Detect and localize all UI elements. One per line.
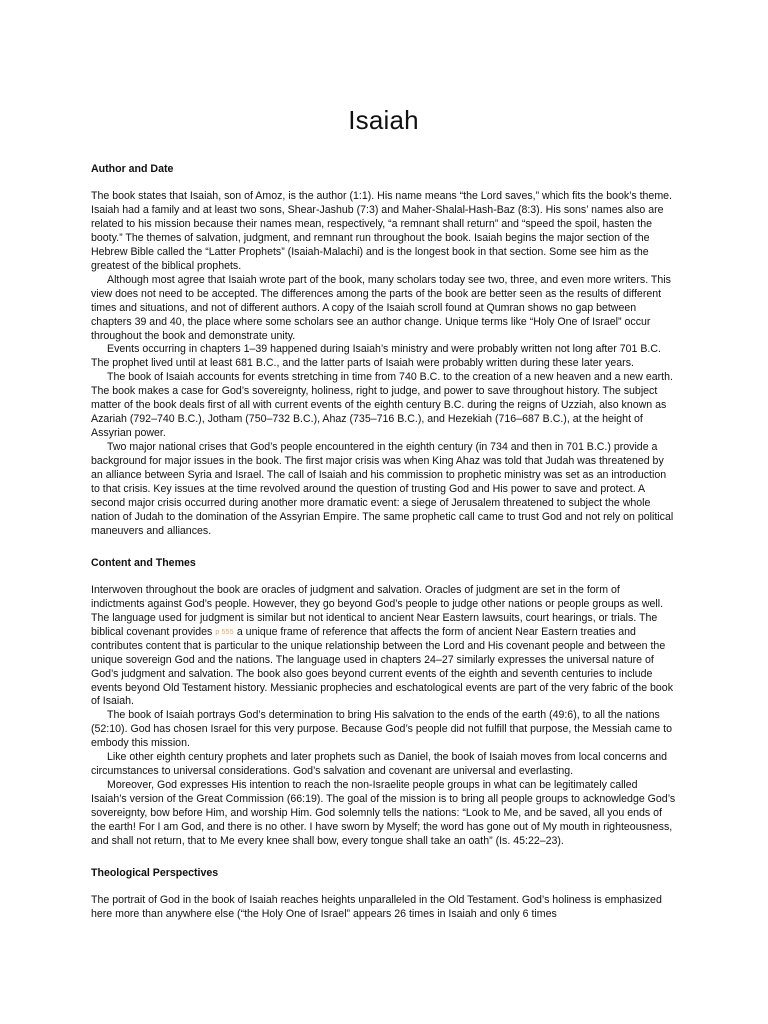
paragraph-text: Interwoven throughout the book are oracles of judgment and salvation. Oracles of judgment are set in the form of indictments against God’s people. However, they go beyond God’s people to judge other nations or people groups as well. The language used for judgment is similar but not identical to ancient Near Eastern lawsuits, court hearings, or trials. The biblical covenant provides bbox=[91, 583, 664, 638]
section-heading: Author and Date bbox=[91, 163, 174, 175]
section-spacer bbox=[91, 539, 676, 556]
section-theological-perspectives bbox=[91, 866, 676, 922]
section-heading: Theological Perspectives bbox=[91, 866, 219, 879]
page-reference-link[interactable]: p 555 bbox=[215, 628, 234, 636]
section-author-and-date bbox=[91, 162, 676, 539]
page-title: Isaiah bbox=[348, 105, 419, 135]
paragraph: The book of Isaiah portrays God’s determination to bring His salvation to the ends of the earth (49:6), to all the nations (52:10). God has chosen Israel for this very purpose. Because God’s people did not fulfill that purpose, the Messiah came to embody this mission. bbox=[91, 709, 673, 750]
paragraph: The portrait of God in the book of Isaiah reaches heights unparalleled in the Old Testament. God’s holiness is emphasized here more than anywhere else (“the Holy One of Israel” appears 26 times in Isaiah and only 6 times bbox=[91, 893, 662, 920]
paragraph: Moreover, God expresses His intention to reach the non-Israelite people groups in what can be legitimately called Isaiah’s version of the Great Commission (66:19). The goal of the mission is to bring all people groups to acknowledge God’s sovereignty, bow before Him, and worship Him. God solemnly tells the nations: “Look to Me, and be saved, all you ends of the earth! For I am God, and there is no other. I have sworn by Myself; the word has gone out of My mouth in righteousness, and shall not return, that to Me every knee shall bow, every tongue shall take an oath” (Is. 45:22–23). bbox=[91, 779, 676, 847]
paragraph bbox=[91, 584, 676, 710]
section-content-and-themes bbox=[91, 556, 676, 849]
paragraph: The book of Isaiah accounts for events stretching in time from 740 B.C. to the creation of a new heaven and a new earth. The book makes a case for God’s sovereignty, holiness, right to judge, and power to save throughout history. The subject matter of the book deals first of all with current events of the eighth century B.C. during the reigns of Uzziah, also known as Azariah (792–740 B.C.), Jotham (750–732 B.C.), Ahaz (735–716 B.C.), and Hezekiah (716–687 B.C.), at the height of Assyrian power. bbox=[91, 371, 673, 440]
paragraph-text: a unique frame of reference that affects the form of ancient Near Eastern treaties and contributes content that is particular to the unique relationship between the Lord and His covenant people and between the unique sovereign God and the nations. The language used in chapters 24–27 similarly expresses the universal nature of God’s judgment and salvation. The book also goes beyond current events of the eighth and seventh centuries to include events beyond Old Testament history. Messianic prophecies and eschatological events are part of the very fabric of the book of Isaiah. bbox=[91, 625, 673, 708]
paragraph: Although most agree that Isaiah wrote part of the book, many scholars today see two, three, and even more writers. This view does not need to be accepted. The differences among the parts of the book are better seen as the results of different times and situations, and not of different authors. A copy of the Isaiah scroll found at Qumran shows no gap between chapters 39 and 40, the place where some scholars see an author change. Unique terms like “Holy One of Israel” occur throughout the book and demonstrate unity. bbox=[91, 273, 671, 342]
paragraph: Two major national crises that God’s people encountered in the eighth century (in 734 and then in 701 B.C.) provide a background for major issues in the book. The first major crisis was when King Ahaz was told that Judah was threatened by an alliance between Syria and Israel. The call of Isaiah and his commission to prophetic ministry was set as an introduction to that crisis. Key issues at the time revolved around the question of trusting God and His power to save and protect. A second major crisis occurred during another more dramatic event: a siege of Jerusalem threatened to subject the whole nation of Judah to the domination of the Assyrian Empire. The same prophetic call came to trust God and not rely on political maneuvers and alliances. bbox=[91, 441, 674, 537]
section-heading: Content and Themes bbox=[91, 556, 196, 569]
document-page bbox=[91, 100, 676, 922]
paragraph: Like other eighth century prophets and later prophets such as Daniel, the book of Isaiah moves from local concerns and circumstances to universal considerations. God’s salvation and covenant are universal and everlasting. bbox=[91, 751, 668, 778]
paragraph: Events occurring in chapters 1–39 happened during Isaiah’s ministry and were probably written not long after 701 B.C. The prophet lived until at least 681 B.C., and the latter parts of Isaiah were probably written during these later years. bbox=[91, 343, 661, 370]
section-spacer bbox=[91, 849, 676, 866]
paragraph: The book states that Isaiah, son of Amoz, is the author (1:1). His name means “the Lord saves,” which fits the book’s theme. Isaiah had a family and at least two sons, Shear-Jashub (7:3) and Maher-Shalal-Hash-Baz (8:3). His sons’ names also are related to his mission because their names mean, respectively, “a remnant shall return” and “speed the spoil, hasten the booty.” The themes of salvation, judgment, and remnant run throughout the book. Isaiah begins the major section of the Hebrew Bible called the “Latter Prophets” (Isaiah-Malachi) and is the longest book in that section. Some see him as the greatest of the biblical prophets. bbox=[91, 190, 672, 272]
